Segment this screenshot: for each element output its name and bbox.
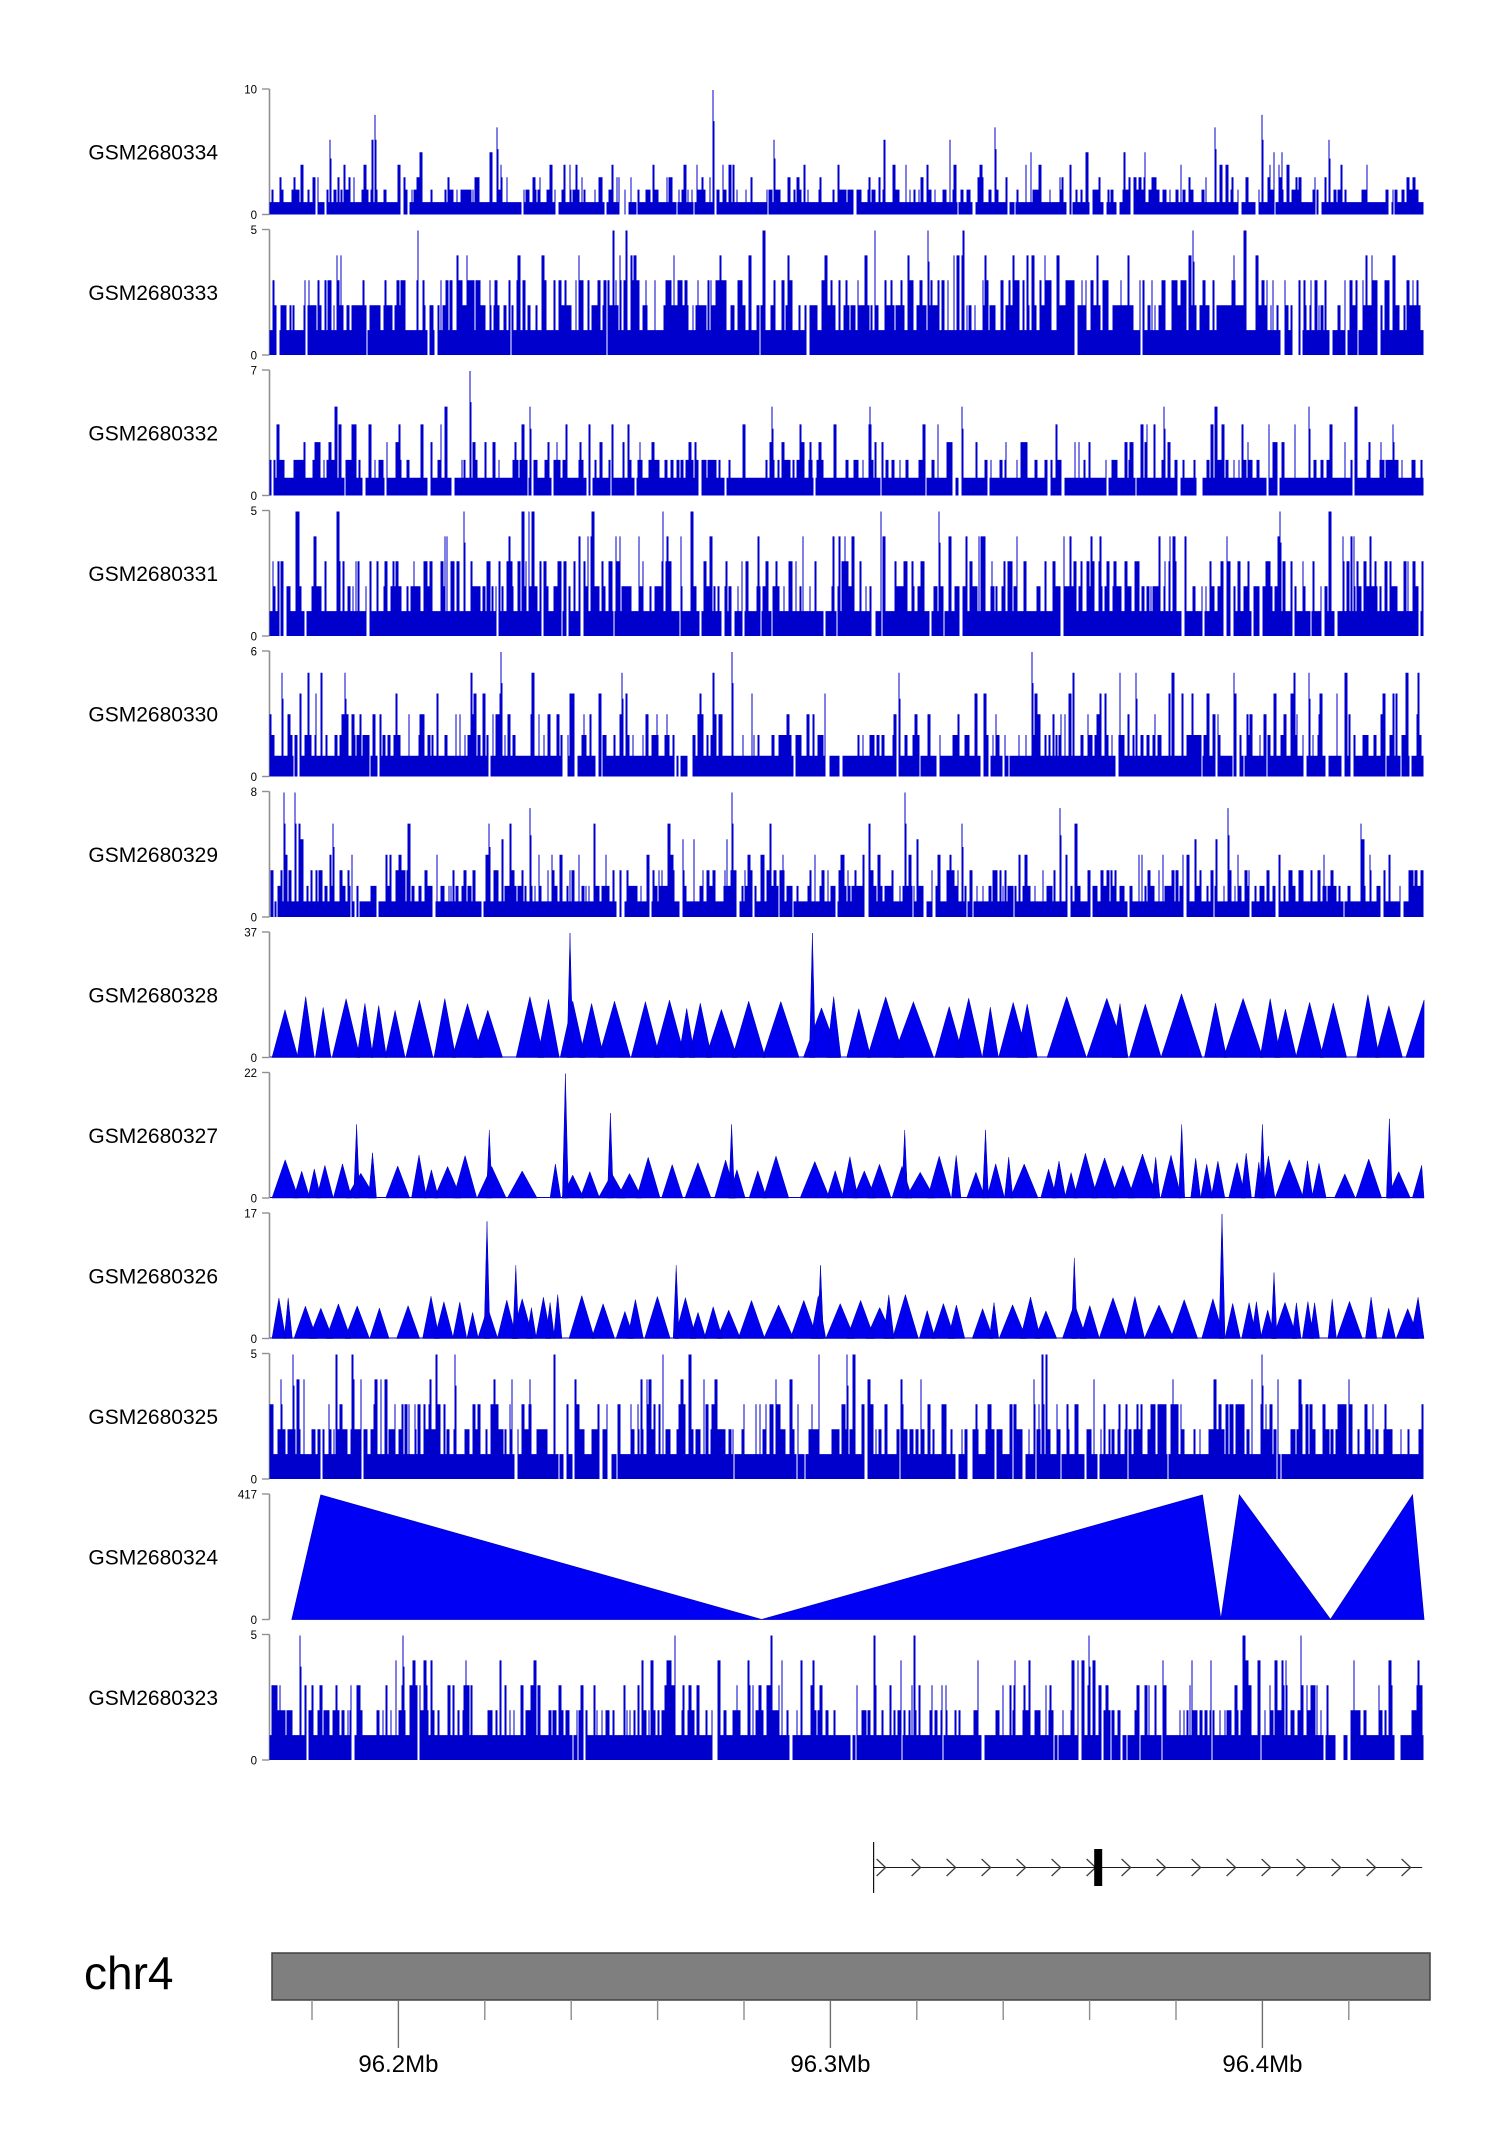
y-zero-label: 0 (250, 1193, 257, 1206)
y-zero-label: 0 (250, 491, 257, 503)
peak-data (272, 1074, 1424, 1199)
track-label: GSM2680329 (88, 843, 218, 867)
y-max-label: 5 (250, 506, 257, 518)
y-max-label: 417 (237, 1489, 257, 1502)
gene-model-track (874, 1842, 1423, 1893)
y-zero-label: 0 (250, 350, 257, 363)
y-zero-label: 0 (250, 1053, 257, 1065)
coverage-data (270, 652, 1423, 777)
y-max-label: 10 (244, 84, 257, 97)
y-max-label: 8 (250, 787, 257, 799)
track-row-GSM2680324 (88, 1490, 1424, 1628)
y-zero-label: 0 (250, 1474, 257, 1487)
axis-tick-label: 96.4Mb (1222, 2051, 1303, 2078)
chromosome-bar (272, 1953, 1430, 2000)
track-label: GSM2680323 (88, 1686, 218, 1710)
chromosome-label: chr4 (84, 1947, 174, 1999)
coverage-data (270, 371, 1423, 496)
track-row-GSM2680332 (88, 366, 1423, 504)
track-label: GSM2680324 (88, 1546, 218, 1570)
coverage-data (270, 512, 1423, 637)
track-row-GSM2680333 (88, 225, 1423, 363)
track-label: GSM2680327 (88, 1124, 218, 1148)
coverage-data (270, 1355, 1423, 1480)
y-max-label: 5 (250, 225, 257, 237)
track-row-GSM2680325 (88, 1349, 1423, 1487)
peak-data (272, 933, 1424, 1058)
coverage-data (270, 1636, 1423, 1761)
track-row-GSM2680330 (88, 647, 1423, 785)
y-zero-label: 0 (250, 631, 257, 644)
track-label: GSM2680334 (88, 141, 218, 165)
coverage-data (270, 90, 1423, 215)
track-row-GSM2680327 (88, 1068, 1424, 1206)
gene-exon (1094, 1849, 1102, 1886)
peak-data (272, 1214, 1424, 1339)
y-zero-label: 0 (250, 772, 257, 784)
y-zero-label: 0 (250, 1755, 257, 1768)
track-row-GSM2680329 (88, 787, 1423, 925)
wedge-data (292, 1495, 1424, 1620)
y-max-label: 22 (244, 1068, 257, 1080)
y-max-label: 7 (250, 365, 257, 378)
track-label: GSM2680328 (88, 984, 218, 1008)
y-max-label: 17 (244, 1208, 257, 1221)
track-label: GSM2680326 (88, 1265, 218, 1289)
coverage-data (270, 231, 1423, 356)
track-label: GSM2680330 (88, 703, 218, 727)
y-zero-label: 0 (250, 1334, 257, 1346)
track-row-GSM2680334 (88, 85, 1423, 223)
track-label: GSM2680332 (88, 422, 218, 446)
coverage-data (271, 793, 1423, 918)
track-row-GSM2680328 (88, 928, 1424, 1066)
y-max-label: 5 (250, 1630, 257, 1642)
axis-tick-label: 96.2Mb (358, 2051, 439, 2078)
axis-tick-label: 96.3Mb (790, 2051, 871, 2078)
track-row-GSM2680326 (88, 1209, 1424, 1347)
y-max-label: 5 (250, 1349, 257, 1361)
y-zero-label: 0 (250, 912, 257, 925)
track-label: GSM2680331 (88, 562, 218, 586)
track-row-GSM2680323 (88, 1630, 1423, 1768)
chromosome-ideogram (272, 1953, 1430, 2078)
y-max-label: 37 (244, 927, 257, 940)
track-label: GSM2680325 (88, 1405, 218, 1429)
y-max-label: 6 (250, 646, 257, 659)
track-label: GSM2680333 (88, 281, 218, 305)
y-zero-label: 0 (250, 210, 257, 222)
y-zero-label: 0 (250, 1615, 257, 1627)
track-row-GSM2680331 (88, 506, 1423, 644)
